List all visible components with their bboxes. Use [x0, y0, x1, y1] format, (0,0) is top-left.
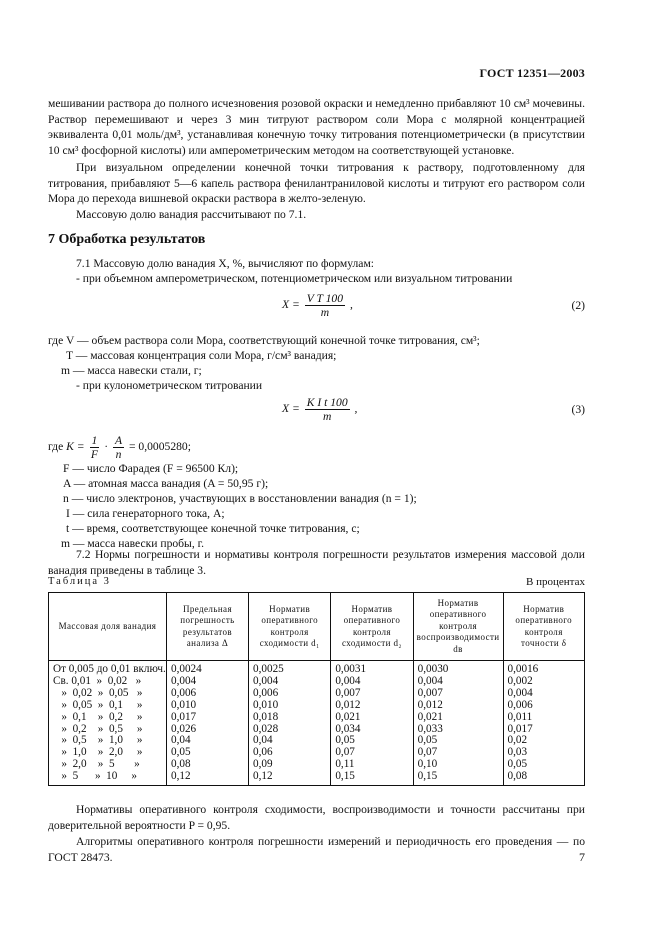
- table-cell-range: » 0,2 » 0,5 »: [49, 724, 167, 736]
- table-cell-range: От 0,005 до 0,01 включ.: [49, 661, 167, 676]
- table-cell-value: 0,004: [166, 676, 248, 688]
- table-cell-range: » 0,1 » 0,2 »: [49, 712, 167, 724]
- table-cell-value: 0,007: [331, 688, 413, 700]
- where2-line-t: t — время, соответствующее конечной точке титрования, с;: [66, 522, 360, 535]
- table-cell-value: 0,15: [331, 771, 413, 785]
- clause-7-2: 7.2 Нормы погрешности и нормативы контроля погрешности результатов измерения массовой доли ванадия приведены в таблице 3.: [48, 548, 585, 577]
- table-cell-range: Св. 0,01 » 0,02 »: [49, 676, 167, 688]
- table-cell-value: 0,0030: [413, 661, 503, 676]
- table-row: [49, 700, 585, 712]
- where1-line-m: m — масса навески стали, г;: [61, 364, 202, 377]
- paragraph-calc-reference: Массовую долю ванадия рассчитывают по 7.1.: [76, 208, 307, 221]
- table-cell-value: 0,010: [166, 700, 248, 712]
- where2-f1-num: 1: [91, 434, 98, 447]
- table-cell-value: 0,021: [331, 712, 413, 724]
- where2-f2-den: n: [115, 448, 122, 461]
- table-cell-value: 0,034: [331, 724, 413, 736]
- table-header-mass-fraction: Массовая доля ванадия: [49, 593, 167, 661]
- table-cell-value: 0,0024: [166, 661, 248, 676]
- table-cell-value: 0,09: [249, 759, 331, 771]
- table-cell-value: 0,004: [413, 676, 503, 688]
- table-cell-value: 0,012: [413, 700, 503, 712]
- table-cell-value: 0,08: [503, 771, 585, 785]
- table-cell-value: 0,05: [503, 759, 585, 771]
- table-cell-range: » 0,02 » 0,05 »: [49, 688, 167, 700]
- formula-2: [282, 292, 353, 319]
- table-row: [49, 661, 585, 676]
- where2-f1-den: F: [90, 448, 98, 461]
- formula-3: [282, 396, 357, 423]
- where2-fraction-1: [90, 434, 100, 461]
- table-header-d2: Норматив оперативного контроля сходимости d₂: [331, 593, 413, 661]
- where2-k-definition: [48, 434, 191, 461]
- table-cell-value: 0,004: [249, 676, 331, 688]
- table-cell-value: 0,05: [331, 735, 413, 747]
- table-cell-range: » 0,05 » 0,1 »: [49, 700, 167, 712]
- formula-2-lhs: X =: [282, 298, 300, 312]
- table-cell-range: » 2,0 » 5 »: [49, 759, 167, 771]
- table-cell-value: 0,006: [503, 700, 585, 712]
- table-cell-value: 0,028: [249, 724, 331, 736]
- table-cell-value: 0,021: [413, 712, 503, 724]
- table-cell-value: 0,006: [249, 688, 331, 700]
- table-cell-value: 0,0031: [331, 661, 413, 676]
- formula-2-fraction: [305, 292, 345, 319]
- where2-line-i: I — сила генераторного тока, А;: [66, 507, 225, 520]
- table-cell-value: 0,006: [166, 688, 248, 700]
- formula-3-numerator: K I t 100: [306, 396, 348, 409]
- table-caption: Таблица 3: [48, 576, 111, 587]
- table-cell-value: 0,004: [331, 676, 413, 688]
- where2-line-n: n — число электронов, участвующих в восстановлении ванадия (n = 1);: [63, 492, 417, 505]
- table-cell-value: 0,026: [166, 724, 248, 736]
- table-cell-value: 0,03: [503, 747, 585, 759]
- table-header-d1: Норматив оперативного контроля сходимости d₁: [249, 593, 331, 661]
- table-cell-value: 0,07: [331, 747, 413, 759]
- where1-line-t: T — массовая концентрация соли Мора, г/см³ ванадия;: [66, 349, 337, 362]
- table-cell-value: 0,017: [166, 712, 248, 724]
- table-cell-value: 0,10: [413, 759, 503, 771]
- clause-7-1-intro: 7.1 Массовую долю ванадия X, %, вычисляют по формулам:: [76, 257, 375, 270]
- table-header-accuracy: Норматив оперативного контроля точности δ: [503, 593, 585, 661]
- table-body: [49, 661, 585, 786]
- paragraph-visual-endpoint: При визуальном определении конечной точки титрования к раствору, подготовленному для титрования, прибавляют 5—6 капель раствора фенилантраниловой кислоты и титруют его раствором соли Мора до перехода вишневой окраски раствора в желто-зеленую.: [48, 161, 585, 206]
- table-cell-value: 0,033: [413, 724, 503, 736]
- table-cell-value: 0,004: [503, 688, 585, 700]
- formula-2-denominator: m: [320, 306, 330, 319]
- table-vanadium-norms: [48, 592, 585, 786]
- page-number: 7: [579, 850, 585, 864]
- table-cell-range: » 1,0 » 2,0 »: [49, 747, 167, 759]
- table-cell-value: 0,0025: [249, 661, 331, 676]
- formula-2-number: (2): [571, 299, 585, 312]
- formula-3-fraction: [305, 396, 350, 423]
- table-cell-value: 0,0016: [503, 661, 585, 676]
- section-title: 7 Обработка результатов: [48, 232, 206, 247]
- table-cell-value: 0,018: [249, 712, 331, 724]
- table-cell-value: 0,05: [166, 747, 248, 759]
- formula-3-tail: ,: [354, 402, 358, 416]
- clause-7-1-case2: - при кулонометрическом титровании: [76, 379, 263, 392]
- note-algorithms: Алгоритмы оперативного контроля погрешности измерений и периодичность его проведения — по ГОСТ 28473.: [48, 835, 585, 864]
- table-cell-value: 0,07: [413, 747, 503, 759]
- clause-7-1-case1: - при объемном амперометрическом, потенциометрическом или визуальном титровании: [76, 272, 513, 285]
- table-cell-value: 0,04: [166, 735, 248, 747]
- document-header-standard: ГОСТ 12351—2003: [479, 66, 585, 80]
- table-row: [49, 688, 585, 700]
- table-cell-value: 0,002: [503, 676, 585, 688]
- table-cell-value: 0,012: [331, 700, 413, 712]
- where2-lead: где: [48, 440, 64, 454]
- table-header-reproducibility: Норматив оперативного контроля воспроизводимости dв: [413, 593, 503, 661]
- formula-3-lhs: X =: [282, 402, 300, 416]
- note-confidence: Нормативы оперативного контроля сходимости, воспроизводимости и точности рассчитаны при доверительной вероятности P = 0,95.: [48, 803, 585, 832]
- where2-line-a: A — атомная масса ванадия (A = 50,95 г);: [63, 477, 269, 490]
- table-cell-value: 0,02: [503, 735, 585, 747]
- where2-fraction-2: [113, 434, 124, 461]
- formula-2-tail: ,: [349, 298, 353, 312]
- table-cell-value: 0,06: [249, 747, 331, 759]
- where2-dot: ·: [104, 440, 109, 454]
- table-cell-value: 0,04: [249, 735, 331, 747]
- formula-3-number: (3): [571, 403, 585, 416]
- table-cell-value: 0,12: [249, 771, 331, 785]
- where1-lead: где: [48, 334, 64, 347]
- table-units: В процентах: [526, 576, 585, 588]
- where2-line-m: m — масса навески пробы, г.: [61, 537, 204, 550]
- formula-3-denominator: m: [322, 410, 332, 423]
- where2-f2-num: A: [115, 434, 123, 447]
- where1-line-v: V — объем раствора соли Мора, соответствующий конечной точке титрования, см³;: [66, 334, 480, 347]
- table-cell-value: 0,15: [413, 771, 503, 785]
- table-cell-range: » 5 » 10 »: [49, 771, 167, 785]
- table-cell-value: 0,08: [166, 759, 248, 771]
- table-cell-value: 0,12: [166, 771, 248, 785]
- where2-k-lhs: K =: [66, 440, 85, 454]
- table-cell-value: 0,011: [503, 712, 585, 724]
- table-cell-value: 0,010: [249, 700, 331, 712]
- table-cell-value: 0,007: [413, 688, 503, 700]
- table-row: [49, 712, 585, 724]
- table-row: [49, 771, 585, 785]
- where2-line-f: F — число Фарадея (F = 96500 Кл);: [63, 462, 239, 475]
- paragraph-titration-continued: мешивании раствора до полного исчезновения розовой окраски и немедленно прибавляют 10 см³ мочевины. Раствор перемешивают и через 3 мин титруют раствором соли Мора с молярной концентрацией эквивалента 0,01 моль/дм³, устанавливая конечную точку титрования потенциометрически (в присутствии 10 см³ фосфорной кислоты) или амперометрическим методом на соответствующей установке.: [48, 97, 585, 157]
- table-header-row: [49, 593, 585, 661]
- table-cell-value: 0,017: [503, 724, 585, 736]
- table-cell-range: » 0,5 » 1,0 »: [49, 735, 167, 747]
- formula-2-numerator: V T 100: [306, 292, 344, 305]
- where2-k-value: = 0,0005280;: [129, 440, 191, 454]
- table-header-error-limit: Предельная погрешность результатов анализа Δ: [166, 593, 248, 661]
- table-cell-value: 0,11: [331, 759, 413, 771]
- table-cell-value: 0,05: [413, 735, 503, 747]
